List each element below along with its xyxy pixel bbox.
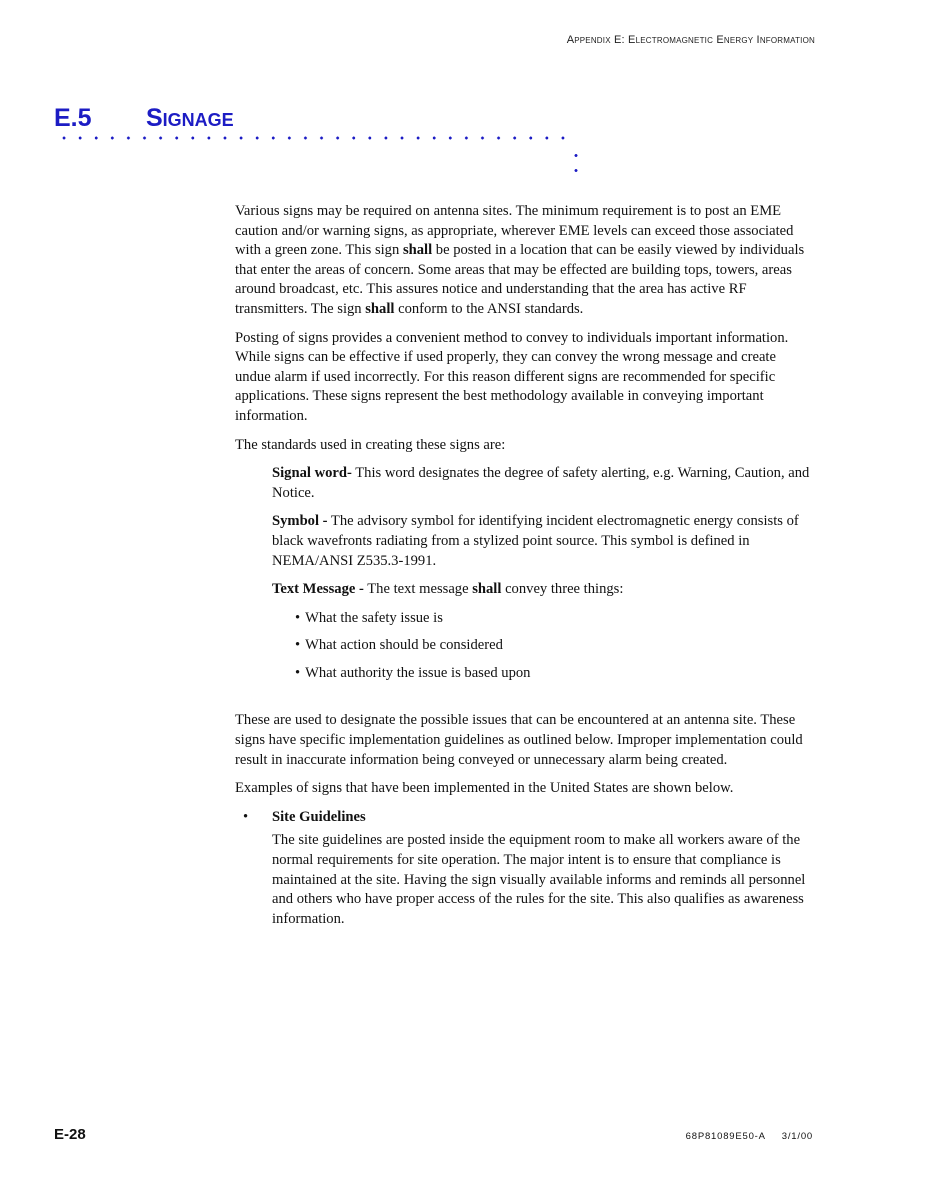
p1-text-c: be posted in a location that can be easily viewed by individuals that enter the areas of concern. Some areas that may be effected are building tops, towers, areas around broadcast, etc. This assures notice and understanding that the area has active RF transmitters. The sign (235, 242, 805, 317)
dotted-rule (56, 132, 576, 144)
site-guidelines-text: The site guidelines are posted inside the equipment room to make all workers aware of the normal requirements for site operation. The major intent is to ensure that compliance is maintained at the site. Having the sign visually available informs and reminds all personnel and others who have proper access of the rules for the site. This also qualifies as awareness information. (272, 832, 806, 927)
doc-date: 3/1/00 (781, 1131, 813, 1142)
paragraph-5: Examples of signs that have been implemented in the United States are shown below. (235, 780, 734, 797)
section-number: E.5 (54, 104, 92, 132)
running-head: Appendix E: Electromagnetic Energy Information (566, 34, 815, 46)
symbol-term: Symbol - (272, 513, 328, 530)
text-message-text-a: The text message (363, 581, 473, 598)
symbol-text: The advisory symbol for identifying incident electromagnetic energy consists of black wavefronts radiating from a stylized point source. This symbol is defined in NEMA/ANSI Z535.3-1991. (272, 513, 799, 569)
paragraph-2: Posting of signs provides a convenient method to convey to individuals important information. While signs can be effective if used properly, they can convey the wrong message and create undue alarm if used incorrectly. For this reason different signs are recommended for specific applications. These signs represent the best methodology available in conveying important information. (235, 329, 789, 424)
signal-word-text: This word designates the degree of safety alerting, e.g. Warning, Caution, and Notice. (272, 465, 810, 501)
paragraph-3: The standards used in creating these signs are: (235, 436, 506, 453)
signal-word-term: Signal word- (272, 465, 352, 482)
body-content (235, 202, 815, 938)
site-guidelines-heading: Site Guidelines (272, 808, 366, 825)
dotted-rule-tail (570, 148, 582, 178)
text-message-item (272, 580, 815, 600)
text-message-term: Text Message - (272, 581, 364, 598)
p1-text-d: conform to the ANSI standards. (394, 300, 584, 317)
page-number: E-28 (54, 1126, 86, 1143)
bullet-glyph: • (243, 808, 249, 825)
paragraph-4: These are used to designate the possible issues that can be encountered at an antenna site. These signs have specific implementation guidelines as outlined below. Improper implementation could result in inaccurate information being conveyed or unnecessary alarm being created. (235, 712, 803, 768)
doc-number: 68P81089E50-A (685, 1131, 766, 1142)
three-things-list (295, 609, 815, 684)
p1-text-a: Various signs may be required on antenna sites. The minimum requirement is to post an EME caution and/or warning signs, as appropriate, wherever EME levels can exceed those associated with a green zone. This sign (235, 203, 794, 259)
text-message-bold-shall: shall (472, 581, 502, 598)
site-guidelines-bullet (235, 808, 815, 828)
section-heading (54, 104, 234, 133)
signal-word-item (272, 464, 815, 503)
list-item: • What the safety issue is (295, 609, 815, 629)
p1-bold-shall-2: shall (365, 300, 395, 317)
list-item: • What action should be considered (295, 636, 815, 656)
list-item: • What authority the issue is based upon (295, 664, 815, 684)
document-info (686, 1131, 813, 1142)
section-title: Signage (146, 104, 234, 132)
p1-bold-shall: shall (402, 242, 433, 259)
symbol-item (272, 512, 815, 571)
text-message-text-c: convey three things: (501, 581, 624, 598)
paragraph-1 (235, 202, 815, 320)
